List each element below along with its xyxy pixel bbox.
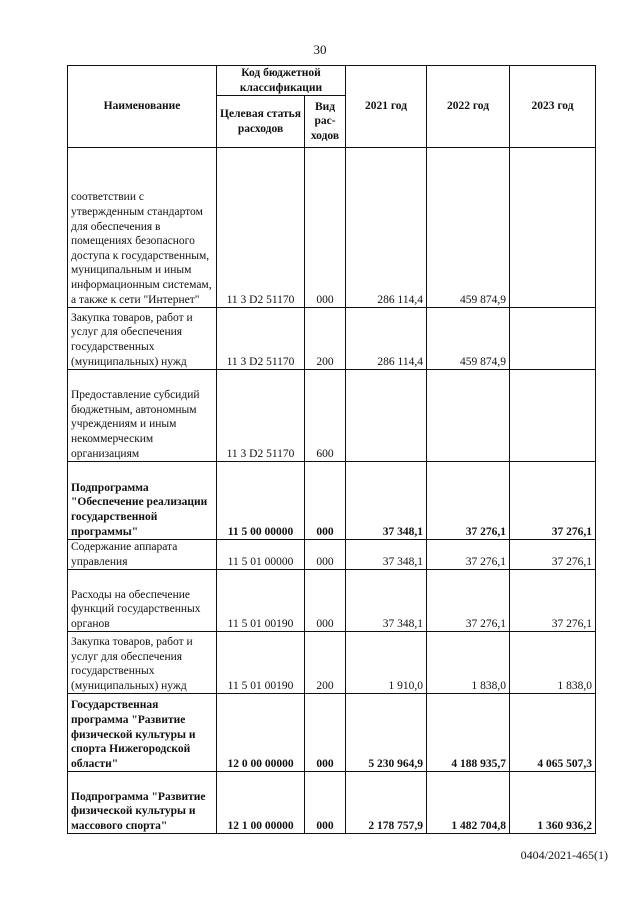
row-name-cell: Закупка товаров, работ и услуг для обеспечения государственных (муниципальных) нужд [68, 632, 217, 694]
row-2023-cell: 37 276,1 [510, 540, 596, 570]
row-2023-cell: 1 360 936,2 [510, 772, 596, 834]
table-row [68, 462, 596, 540]
row-target-code-cell: 11 5 00 00000 [217, 462, 305, 540]
row-2023-cell: 4 065 507,3 [510, 694, 596, 772]
row-expense-type-cell: 000 [305, 540, 346, 570]
table-row [68, 370, 596, 462]
row-2023-cell: 37 276,1 [510, 462, 596, 540]
row-name-cell: Содержание аппарата управления [68, 540, 217, 570]
row-target-code-cell: 12 1 00 00000 [217, 772, 305, 834]
row-target-code-cell: 11 5 01 00190 [217, 632, 305, 694]
page-number: 30 [313, 42, 327, 57]
row-target-code-cell: 11 5 01 00190 [217, 570, 305, 632]
row-expense-type-cell: 600 [305, 370, 346, 462]
row-expense-type-cell: 000 [305, 148, 346, 308]
row-2023-cell [510, 308, 596, 370]
header-name: Наименование [68, 66, 217, 148]
row-expense-type-cell: 000 [305, 462, 346, 540]
row-2021-cell [346, 370, 427, 462]
row-2022-cell: 4 188 935,7 [427, 694, 510, 772]
row-target-code-cell: 11 3 D2 51170 [217, 370, 305, 462]
row-name-cell: Государственная программа "Развитие физической культуры и спорта Нижегородской области" [68, 694, 217, 772]
row-2023-cell: 1 838,0 [510, 632, 596, 694]
row-2021-cell: 37 348,1 [346, 540, 427, 570]
row-name-cell: Подпрограмма "Обеспечение реализации государственной программы" [68, 462, 217, 540]
row-2021-cell: 37 348,1 [346, 462, 427, 540]
row-name-cell: Подпрограмма "Развитие физической культуры и массового спорта" [68, 772, 217, 834]
row-2023-cell [510, 370, 596, 462]
row-2023-cell: 37 276,1 [510, 570, 596, 632]
row-2022-cell: 459 874,9 [427, 308, 510, 370]
row-2022-cell: 1 482 704,8 [427, 772, 510, 834]
row-2022-cell: 459 874,9 [427, 148, 510, 308]
row-2022-cell: 37 276,1 [427, 540, 510, 570]
row-name-cell: соответствии с утвержденным стандартом для обеспечения в помещениях безопасного доступа к государственным, муниципальным и иным информационным системам, а также к сети "Интернет" [68, 148, 217, 308]
header-budget-code: Код бюджетной классификации [217, 66, 346, 96]
row-target-code-cell: 11 5 01 00000 [217, 540, 305, 570]
table-row [68, 694, 596, 772]
row-expense-type-cell: 000 [305, 772, 346, 834]
header-2023: 2023 год [510, 66, 596, 148]
row-name-cell: Расходы на обеспечение функций государственных органов [68, 570, 217, 632]
document-code: 0404/2021-465(1) [520, 848, 608, 862]
row-target-code-cell: 11 3 D2 51170 [217, 308, 305, 370]
table-body [68, 148, 596, 834]
row-expense-type-cell: 200 [305, 632, 346, 694]
row-2022-cell: 37 276,1 [427, 570, 510, 632]
table-row [68, 148, 596, 308]
header-target-item: Целевая статья расходов [217, 96, 305, 148]
row-expense-type-cell: 000 [305, 694, 346, 772]
header-2021: 2021 год [346, 66, 427, 148]
row-2021-cell: 1 910,0 [346, 632, 427, 694]
header-expense-type: Вид рас-ходов [305, 96, 346, 148]
row-expense-type-cell: 200 [305, 308, 346, 370]
table-row [68, 540, 596, 570]
row-target-code-cell: 11 3 D2 51170 [217, 148, 305, 308]
table-row [68, 772, 596, 834]
row-2022-cell: 1 838,0 [427, 632, 510, 694]
row-2021-cell: 286 114,4 [346, 308, 427, 370]
row-2023-cell [510, 148, 596, 308]
row-name-cell: Закупка товаров, работ и услуг для обеспечения государственных (муниципальных) нужд [68, 308, 217, 370]
row-target-code-cell: 12 0 00 00000 [217, 694, 305, 772]
budget-table [67, 65, 596, 834]
row-2021-cell: 286 114,4 [346, 148, 427, 308]
row-2022-cell: 37 276,1 [427, 462, 510, 540]
table-row [68, 632, 596, 694]
row-name-cell: Предоставление субсидий бюджетным, автономным учреждениям и иным некоммерческим организациям [68, 370, 217, 462]
header-2022: 2022 год [427, 66, 510, 148]
row-2022-cell [427, 370, 510, 462]
row-2021-cell: 5 230 964,9 [346, 694, 427, 772]
table-row [68, 570, 596, 632]
table-row [68, 308, 596, 370]
row-2021-cell: 37 348,1 [346, 570, 427, 632]
row-expense-type-cell: 000 [305, 570, 346, 632]
row-2021-cell: 2 178 757,9 [346, 772, 427, 834]
